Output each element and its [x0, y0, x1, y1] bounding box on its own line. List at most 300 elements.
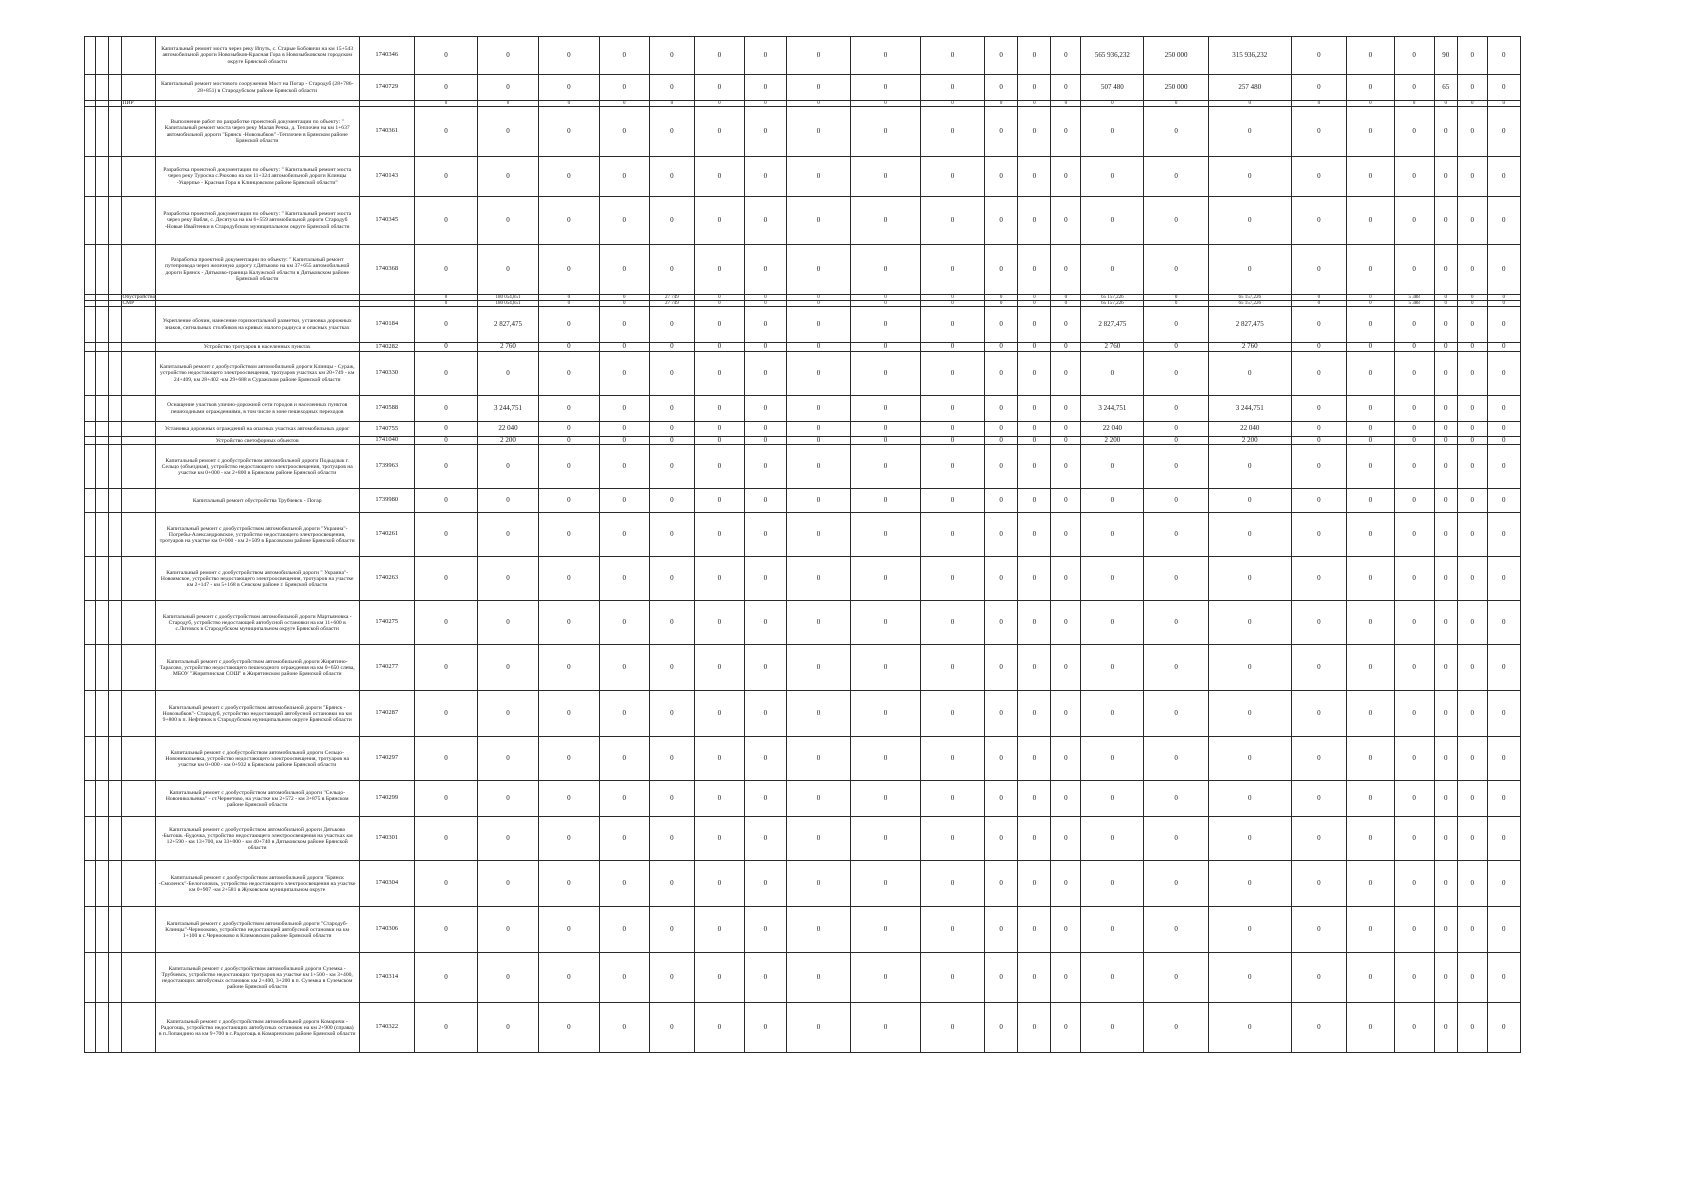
value-cell: 0: [920, 245, 984, 295]
value-cell: 0: [538, 245, 599, 295]
hierarchy-cell: [109, 75, 121, 101]
value-cell: 0: [1487, 107, 1520, 157]
hierarchy-cell: [96, 601, 109, 645]
object-description-cell: Капитальный ремонт с дообустройством автомобильной дороги "Брянск -Смоленск"-Белоголовль, устройство недостающего электроосвещения на участке км 0+907 -км 2+581 в Жуковском муниципальном округе: [155, 861, 359, 907]
value-cell: 0: [1347, 37, 1395, 75]
value-cell: 0: [985, 737, 1018, 781]
value-cell: 0: [1394, 445, 1434, 489]
table-row: [85, 861, 1592, 907]
value-cell: 0: [1457, 295, 1487, 301]
value-cell: 0: [786, 157, 850, 197]
value-cell: 0: [1144, 295, 1208, 301]
value-cell: 0: [1434, 953, 1457, 1003]
object-code-cell: 1740368: [359, 245, 414, 295]
value-cell: 0: [920, 343, 984, 352]
value-cell: 0: [1347, 861, 1395, 907]
value-cell: 0: [599, 601, 649, 645]
value-cell: 0: [920, 861, 984, 907]
value-cell: 2 827,475: [478, 307, 539, 343]
value-cell: 0: [920, 513, 984, 557]
value-cell: 0: [1291, 245, 1346, 295]
value-cell: 0: [695, 737, 745, 781]
hierarchy-cell: [109, 513, 121, 557]
value-cell: 0: [920, 557, 984, 601]
value-cell: 3 244,751: [1081, 396, 1144, 422]
value-cell: 0: [649, 781, 694, 817]
value-cell: 2 200: [1081, 437, 1144, 445]
hierarchy-cell: [85, 307, 96, 343]
hierarchy-cell: [85, 37, 96, 75]
value-cell: 0: [1144, 817, 1208, 861]
value-cell: 0: [1081, 101, 1144, 107]
value-cell: 0: [1434, 861, 1457, 907]
value-cell: 0: [1457, 307, 1487, 343]
value-cell: 0: [985, 37, 1018, 75]
value-cell: 0: [920, 307, 984, 343]
hierarchy-cell: [109, 37, 121, 75]
section-label-cell: [121, 513, 155, 557]
object-code-cell: 1740282: [359, 343, 414, 352]
value-cell: 0: [478, 107, 539, 157]
value-cell: 0: [1487, 245, 1520, 295]
value-cell: 0: [1081, 157, 1144, 197]
value-cell: 0: [1347, 907, 1395, 953]
value-cell: 0: [1487, 307, 1520, 343]
value-cell: 0: [1457, 953, 1487, 1003]
hierarchy-cell: [109, 489, 121, 513]
value-cell: 0: [1347, 691, 1395, 737]
value-cell: 0: [414, 197, 477, 245]
value-cell: 0: [920, 737, 984, 781]
value-cell: 0: [414, 645, 477, 691]
object-description-cell: Оснащение участков улично-дорожной сети городов и населенных пунктов пешеходными ограждениями, в том числе в зоне пешеходных переходов: [155, 396, 359, 422]
hierarchy-cell: [85, 107, 96, 157]
object-code-cell: 1740287: [359, 691, 414, 737]
hierarchy-cell: [109, 557, 121, 601]
value-cell: 0: [599, 691, 649, 737]
value-cell: 0: [1291, 557, 1346, 601]
object-code-cell: 1740143: [359, 157, 414, 197]
value-cell: 0: [1457, 437, 1487, 445]
value-cell: 0: [599, 157, 649, 197]
object-code-cell: 1740361: [359, 107, 414, 157]
value-cell: 0: [538, 557, 599, 601]
value-cell: 65: [1434, 75, 1457, 101]
value-cell: 0: [1457, 513, 1487, 557]
value-cell: 0: [649, 343, 694, 352]
value-cell: 0: [695, 245, 745, 295]
hierarchy-cell: [85, 513, 96, 557]
value-cell: 0: [1347, 295, 1395, 301]
hierarchy-cell: [96, 437, 109, 445]
value-cell: 0: [1051, 781, 1081, 817]
value-cell: 0: [1347, 301, 1395, 307]
section-label-cell: [121, 245, 155, 295]
value-cell: 0: [414, 437, 477, 445]
value-cell: 0: [1394, 352, 1434, 396]
value-cell: 0: [1347, 352, 1395, 396]
hierarchy-cell: [96, 645, 109, 691]
table-row: [85, 781, 1592, 817]
value-cell: 0: [786, 781, 850, 817]
value-cell: 0: [1291, 101, 1346, 107]
value-cell: 0: [695, 861, 745, 907]
value-cell: 0: [985, 396, 1018, 422]
hierarchy-cell: [85, 817, 96, 861]
value-cell: 0: [538, 197, 599, 245]
value-cell: 0: [1051, 37, 1081, 75]
hierarchy-cell: [96, 907, 109, 953]
hierarchy-cell: [96, 781, 109, 817]
value-cell: 0: [786, 307, 850, 343]
value-cell: 0: [1434, 737, 1457, 781]
table-row: [85, 691, 1592, 737]
section-label-cell: [121, 1003, 155, 1053]
value-cell: 0: [1394, 107, 1434, 157]
value-cell: 0: [599, 396, 649, 422]
value-cell: 0: [414, 489, 477, 513]
value-cell: 0: [695, 513, 745, 557]
value-cell: 0: [695, 1003, 745, 1053]
value-cell: 0: [1457, 445, 1487, 489]
section-label-cell: [121, 861, 155, 907]
value-cell: 0: [851, 489, 921, 513]
value-cell: 65 157,226: [1208, 295, 1291, 301]
value-cell: 0: [744, 295, 786, 301]
value-cell: 0: [414, 1003, 477, 1053]
object-description-cell: Капитальный ремонт с дообустройством автомобильной дороги "Сельцо-Новоникольевка" - ст.Чернетово, на участке км 2+572 - км 3+875 в Брянском районе Брянской области: [155, 781, 359, 817]
value-cell: 0: [599, 907, 649, 953]
value-cell: 0: [1457, 601, 1487, 645]
value-cell: 0: [851, 437, 921, 445]
value-cell: 0: [851, 107, 921, 157]
value-cell: 0: [1434, 295, 1457, 301]
value-cell: 0: [1434, 307, 1457, 343]
hierarchy-cell: [85, 445, 96, 489]
value-cell: 0: [1394, 75, 1434, 101]
value-cell: 0: [1051, 107, 1081, 157]
value-cell: 0: [1291, 781, 1346, 817]
value-cell: 0: [744, 691, 786, 737]
object-description-cell: Устройство светофорных объектов: [155, 437, 359, 445]
value-cell: 257 480: [1208, 75, 1291, 101]
value-cell: 0: [599, 445, 649, 489]
value-cell: 0: [538, 352, 599, 396]
value-cell: 0: [1051, 352, 1081, 396]
hierarchy-cell: [109, 953, 121, 1003]
value-cell: 0: [744, 861, 786, 907]
value-cell: 0: [1208, 557, 1291, 601]
value-cell: 0: [1208, 817, 1291, 861]
value-cell: 0: [478, 352, 539, 396]
value-cell: 0: [1051, 101, 1081, 107]
object-description-cell: Капитальный ремонт с дообустройством автомобильной дороги "Украина"-Погребы-Александровское, устройство недостающего электроосвещения, тротуаров на участке км 0+000 - км 2+509 в Брасовском районе Брянской области: [155, 513, 359, 557]
value-cell: 0: [985, 295, 1018, 301]
value-cell: 0: [851, 445, 921, 489]
value-cell: 0: [1394, 557, 1434, 601]
hierarchy-cell: [85, 396, 96, 422]
value-cell: 0: [538, 437, 599, 445]
section-label-cell: [121, 601, 155, 645]
value-cell: 0: [1347, 307, 1395, 343]
value-cell: 0: [1394, 817, 1434, 861]
hierarchy-cell: [85, 737, 96, 781]
section-label-cell: [121, 197, 155, 245]
value-cell: 0: [1347, 422, 1395, 437]
value-cell: 0: [478, 75, 539, 101]
value-cell: 0: [1018, 307, 1051, 343]
value-cell: 0: [1018, 352, 1051, 396]
value-cell: 0: [1208, 601, 1291, 645]
value-cell: 0: [1144, 907, 1208, 953]
value-cell: 0: [1487, 737, 1520, 781]
section-label-cell: СМР: [121, 301, 155, 307]
value-cell: 0: [1018, 75, 1051, 101]
value-cell: 0: [786, 817, 850, 861]
value-cell: 0: [744, 953, 786, 1003]
value-cell: 0: [786, 861, 850, 907]
value-cell: 0: [599, 781, 649, 817]
value-cell: 0: [599, 737, 649, 781]
value-cell: 0: [695, 953, 745, 1003]
value-cell: 0: [1208, 197, 1291, 245]
value-cell: 250 000: [1144, 75, 1208, 101]
value-cell: 0: [744, 907, 786, 953]
value-cell: 0: [649, 396, 694, 422]
value-cell: 0: [1144, 437, 1208, 445]
value-cell: 0: [1487, 301, 1520, 307]
value-cell: 0: [1487, 907, 1520, 953]
object-code-cell: 1740299: [359, 781, 414, 817]
value-cell: 0: [851, 396, 921, 422]
object-description-cell: Капитальный ремонт с дообустройством автомобильной дороги Жирятино-Тарасово, устройство недостающего пешеходного ограждения на км 0+650 слева, МБОУ "Жирятинская СОШ" в Жирятинском районе Брянской области: [155, 645, 359, 691]
value-cell: 0: [695, 445, 745, 489]
value-cell: 0: [1018, 37, 1051, 75]
value-cell: 0: [1394, 37, 1434, 75]
value-cell: 0: [1394, 343, 1434, 352]
value-cell: 0: [1081, 601, 1144, 645]
value-cell: 0: [1394, 489, 1434, 513]
value-cell: 0: [695, 422, 745, 437]
value-cell: 0: [414, 557, 477, 601]
value-cell: 0: [1457, 817, 1487, 861]
value-cell: 0: [1018, 737, 1051, 781]
value-cell: 0: [599, 301, 649, 307]
value-cell: 0: [695, 107, 745, 157]
value-cell: 0: [649, 645, 694, 691]
value-cell: 0: [414, 422, 477, 437]
value-cell: 0: [1347, 157, 1395, 197]
value-cell: 0: [695, 645, 745, 691]
object-code-cell: 1739980: [359, 489, 414, 513]
value-cell: 0: [599, 557, 649, 601]
value-cell: 0: [1144, 691, 1208, 737]
value-cell: 0: [1434, 107, 1457, 157]
hierarchy-cell: [96, 197, 109, 245]
value-cell: 0: [599, 437, 649, 445]
value-cell: 0: [985, 307, 1018, 343]
value-cell: 0: [1291, 396, 1346, 422]
value-cell: 0: [649, 197, 694, 245]
value-cell: 0: [1208, 352, 1291, 396]
value-cell: 0: [1051, 513, 1081, 557]
value-cell: 0: [414, 396, 477, 422]
value-cell: 0: [851, 513, 921, 557]
value-cell: 0: [851, 781, 921, 817]
value-cell: 0: [1434, 343, 1457, 352]
value-cell: 0: [1144, 301, 1208, 307]
value-cell: 0: [1291, 953, 1346, 1003]
value-cell: 0: [1051, 343, 1081, 352]
hierarchy-cell: [85, 343, 96, 352]
value-cell: 0: [1487, 645, 1520, 691]
value-cell: 0: [478, 601, 539, 645]
value-cell: 0: [1051, 295, 1081, 301]
value-cell: 0: [1291, 343, 1346, 352]
value-cell: 0: [478, 1003, 539, 1053]
table-row: [85, 1003, 1592, 1053]
value-cell: 0: [1457, 107, 1487, 157]
value-cell: 0: [1208, 157, 1291, 197]
value-cell: 0: [920, 691, 984, 737]
value-cell: 0: [851, 295, 921, 301]
value-cell: 0: [1144, 953, 1208, 1003]
value-cell: 0: [1144, 157, 1208, 197]
value-cell: 0: [1081, 489, 1144, 513]
value-cell: 0: [1457, 1003, 1487, 1053]
value-cell: 0: [1487, 422, 1520, 437]
section-label-cell: [121, 557, 155, 601]
value-cell: 0: [478, 37, 539, 75]
value-cell: 0: [786, 445, 850, 489]
value-cell: 0: [744, 75, 786, 101]
value-cell: 0: [1051, 489, 1081, 513]
value-cell: 0: [1457, 645, 1487, 691]
value-cell: 0: [851, 75, 921, 101]
value-cell: 0: [1144, 601, 1208, 645]
value-cell: 0: [695, 295, 745, 301]
value-cell: 0: [851, 37, 921, 75]
value-cell: 0: [538, 513, 599, 557]
value-cell: 0: [1434, 489, 1457, 513]
value-cell: 250 000: [1144, 37, 1208, 75]
value-cell: 0: [786, 37, 850, 75]
value-cell: 0: [1018, 513, 1051, 557]
value-cell: 0: [1434, 513, 1457, 557]
value-cell: 0: [599, 861, 649, 907]
value-cell: 0: [538, 37, 599, 75]
value-cell: 0: [851, 645, 921, 691]
hierarchy-cell: [85, 422, 96, 437]
object-code-cell: 1740263: [359, 557, 414, 601]
value-cell: 0: [1144, 1003, 1208, 1053]
value-cell: 0: [599, 245, 649, 295]
value-cell: 0: [1347, 245, 1395, 295]
value-cell: 0: [1208, 907, 1291, 953]
value-cell: 0: [786, 489, 850, 513]
hierarchy-cell: [96, 396, 109, 422]
value-cell: 0: [1144, 445, 1208, 489]
value-cell: 0: [920, 295, 984, 301]
value-cell: 0: [1291, 107, 1346, 157]
value-cell: 0: [1291, 75, 1346, 101]
value-cell: 0: [1018, 1003, 1051, 1053]
section-label-cell: [121, 107, 155, 157]
value-cell: 0: [1487, 489, 1520, 513]
value-cell: 0: [1434, 197, 1457, 245]
value-cell: 0: [1144, 489, 1208, 513]
value-cell: 0: [649, 489, 694, 513]
value-cell: 0: [1291, 601, 1346, 645]
value-cell: 0: [985, 781, 1018, 817]
value-cell: 0: [744, 197, 786, 245]
section-label-cell: ПИР: [121, 101, 155, 107]
value-cell: 0: [985, 422, 1018, 437]
value-cell: 0: [985, 437, 1018, 445]
table-row: [85, 107, 1592, 157]
table-row: [85, 396, 1592, 422]
value-cell: 0: [695, 352, 745, 396]
value-cell: 0: [599, 1003, 649, 1053]
value-cell: 0: [1018, 953, 1051, 1003]
value-cell: 0: [478, 691, 539, 737]
value-cell: 0: [695, 557, 745, 601]
value-cell: 0: [1457, 37, 1487, 75]
value-cell: 0: [1144, 513, 1208, 557]
value-cell: 0: [985, 1003, 1018, 1053]
value-cell: 65 157,226: [1081, 295, 1144, 301]
hierarchy-cell: [109, 445, 121, 489]
value-cell: 0: [478, 157, 539, 197]
hierarchy-cell: [96, 157, 109, 197]
value-cell: 0: [786, 691, 850, 737]
value-cell: 0: [599, 101, 649, 107]
section-label-cell: [121, 781, 155, 817]
hierarchy-cell: [109, 245, 121, 295]
object-code-cell: 1740588: [359, 396, 414, 422]
value-cell: 0: [1018, 907, 1051, 953]
object-description-cell: Капитальный ремонт моста через реку Ипуть, с. Старые Бобовичи на км 15+543 автомобильной дороги Новозыбков-Красная Гора в Новозыбковском городском округе Брянской области: [155, 37, 359, 75]
value-cell: 0: [1457, 781, 1487, 817]
value-cell: 0: [786, 301, 850, 307]
value-cell: 0: [1434, 437, 1457, 445]
value-cell: 0: [478, 907, 539, 953]
value-cell: 0: [1394, 781, 1434, 817]
value-cell: 0: [1081, 953, 1144, 1003]
value-cell: 0: [920, 781, 984, 817]
table-row: [85, 352, 1592, 396]
value-cell: 0: [599, 953, 649, 1003]
value-cell: 0: [538, 817, 599, 861]
value-cell: 0: [920, 1003, 984, 1053]
value-cell: 0: [985, 101, 1018, 107]
hierarchy-cell: [96, 737, 109, 781]
object-code-cell: 1740729: [359, 75, 414, 101]
value-cell: 0: [985, 557, 1018, 601]
object-code-cell: 1739963: [359, 445, 414, 489]
value-cell: 2 827,475: [1081, 307, 1144, 343]
value-cell: 0: [1457, 422, 1487, 437]
value-cell: 565 936,232: [1081, 37, 1144, 75]
value-cell: 0: [1487, 437, 1520, 445]
value-cell: 0: [538, 157, 599, 197]
value-cell: 0: [1081, 645, 1144, 691]
value-cell: 0: [744, 245, 786, 295]
value-cell: 0: [985, 489, 1018, 513]
object-code-cell: 1740277: [359, 645, 414, 691]
value-cell: 0: [1434, 445, 1457, 489]
value-cell: 0: [744, 445, 786, 489]
